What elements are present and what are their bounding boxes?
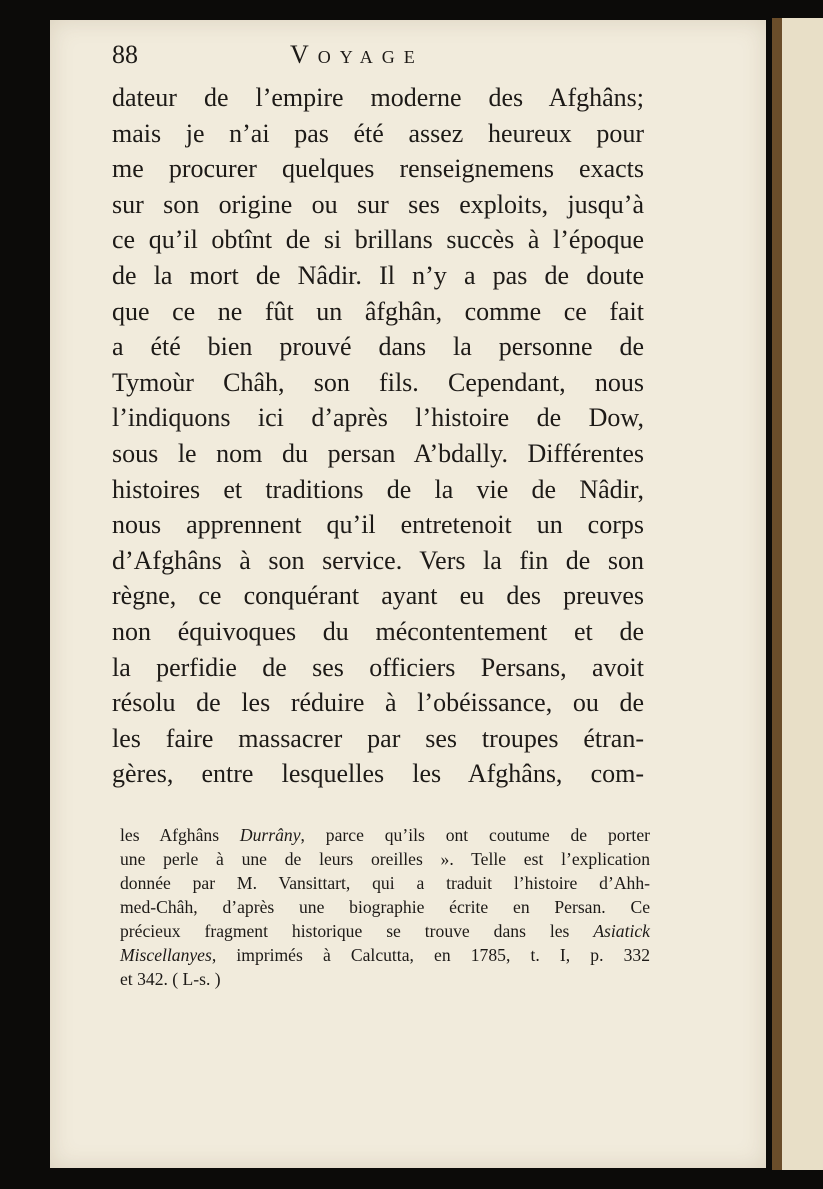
text-line: ce qu’il obtînt de si brillans succès à l’époque: [112, 225, 644, 255]
footnote-line: une perle à une de leurs oreilles ». Telle est l’explication: [120, 849, 650, 869]
footnote-text: , imprimés à Calcutta, en 1785, t. I, p. 332: [211, 945, 650, 965]
footnote-italic: Miscellanyes: [120, 945, 212, 965]
footnote: [120, 823, 650, 991]
facing-page-edge: [772, 18, 823, 1170]
text-line: nous apprennent qu’il entretenoit un corps: [112, 510, 644, 540]
footnote-line: [120, 919, 650, 943]
footnote-line: [120, 943, 650, 967]
text-line: histoires et traditions de la vie de Nâdir,: [112, 474, 644, 504]
text-line: de la mort de Nâdir. Il n’y a pas de doute: [112, 260, 644, 290]
text-line: mais je n’ai pas été assez heureux pour: [112, 118, 644, 148]
page-header: [112, 40, 572, 80]
text-line: non équivoques du mécontentement et de: [112, 616, 644, 646]
text-line: a été bien prouvé dans la personne de: [112, 332, 644, 362]
page-number: 88: [112, 40, 138, 69]
text-line: les faire massacrer par ses troupes étran-: [112, 723, 644, 753]
text-line: sous le nom du persan A’bdally. Différentes: [112, 438, 644, 468]
footnote-line: donnée par M. Vansittart, qui a traduit l’histoire d’Ahh-: [120, 873, 650, 893]
text-line: l’indiquons ici d’après l’histoire de Dow,: [112, 403, 644, 433]
text-line: que ce ne fût un âfghân, comme ce fait: [112, 296, 644, 326]
text-line: la perfidie de ses officiers Persans, avoit: [112, 652, 644, 682]
text-line: sur son origine ou sur ses exploits, jusqu’à: [112, 189, 644, 219]
text-line: me procurer quelques renseignemens exacts: [112, 154, 644, 184]
footnote-text: précieux fragment historique se trouve dans les: [120, 921, 594, 941]
footnote-line: [120, 823, 650, 847]
text-line: gères, entre lesquelles les Afghâns, com-: [112, 759, 644, 789]
footnote-line: med-Châh, d’après une biographie écrite en Persan. Ce: [120, 897, 650, 917]
footnote-line: et 342. ( L-s. ): [120, 969, 221, 989]
text-line: d’Afghâns à son service. Vers la fin de son: [112, 545, 644, 575]
text-line: règne, ce conquérant ayant eu des preuves: [112, 581, 644, 611]
footnote-text: les Afghâns: [120, 825, 240, 845]
text-line: résolu de les réduire à l’obéissance, ou de: [112, 688, 644, 718]
footnote-text: , parce qu’ils ont coutume de porter: [300, 825, 650, 845]
text-line: dateur de l’empire moderne des Afghâns;: [112, 83, 644, 112]
running-title: Voyage: [290, 40, 424, 69]
body-text: [112, 80, 644, 792]
text-line: Tymoùr Châh, son fils. Cependant, nous: [112, 367, 644, 397]
footnote-italic: Asiatick: [593, 921, 650, 941]
footnote-italic: Durrâny: [239, 825, 301, 845]
